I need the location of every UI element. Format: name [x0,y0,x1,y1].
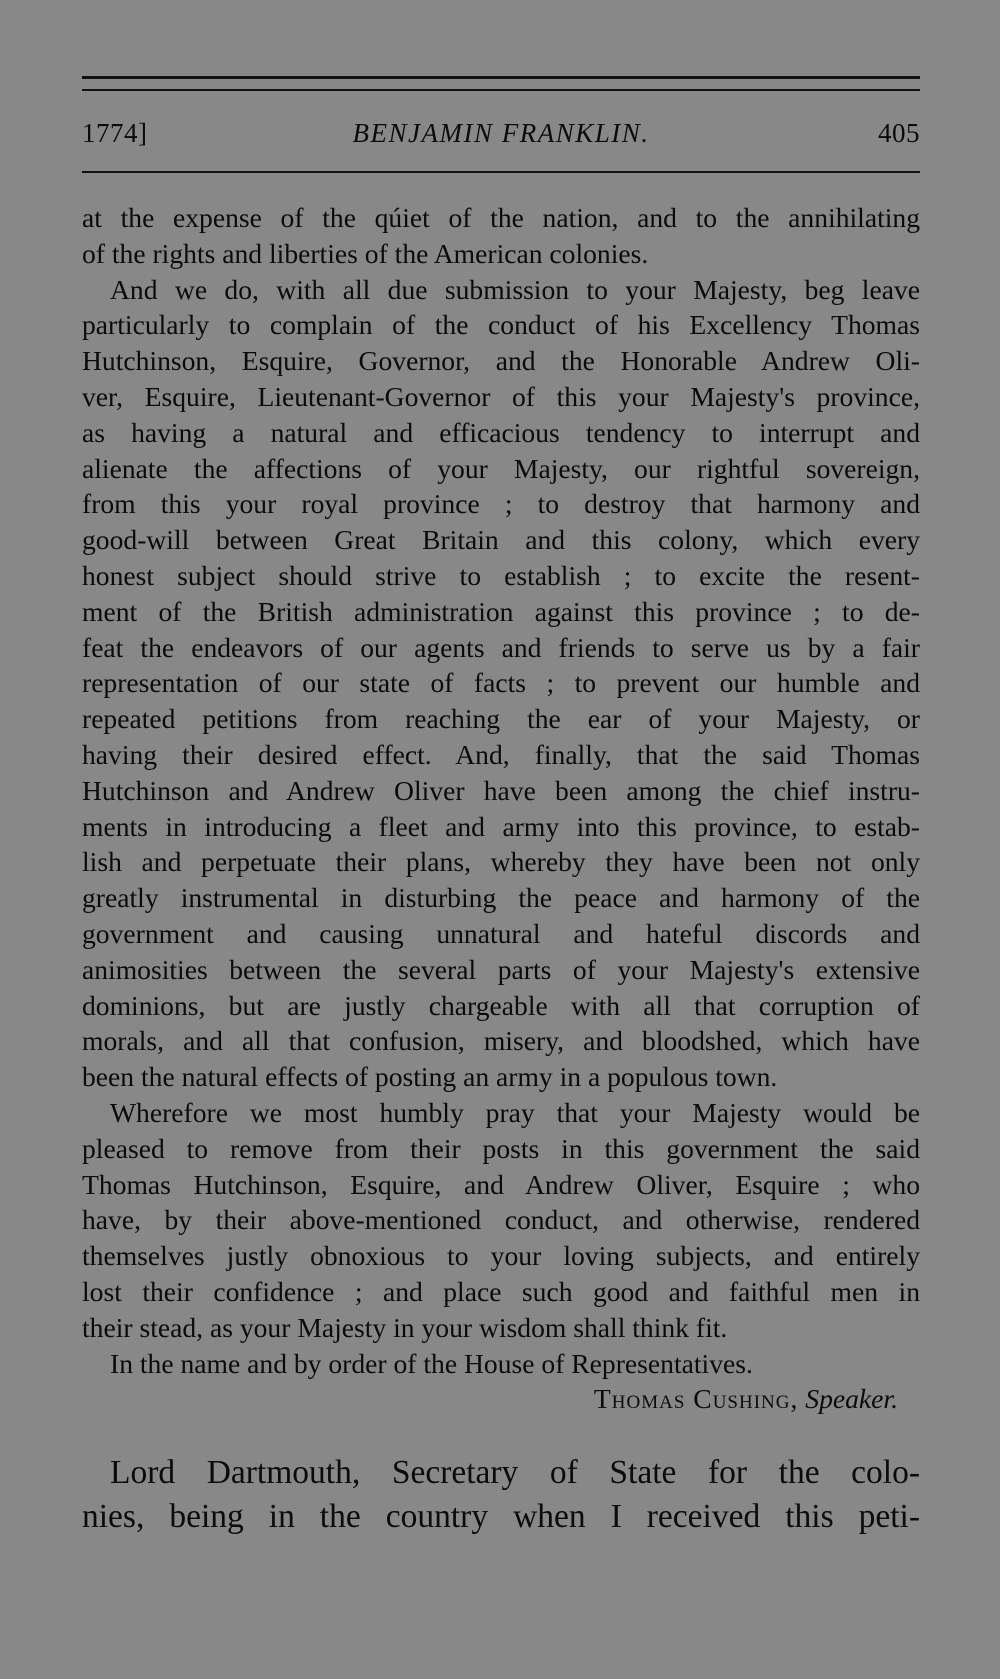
signature-name: Thomas Cushing, [593,1383,799,1415]
text-line: lost their confidence ; and place such good and faithful men in [82,1275,920,1307]
text-line: ver, Esquire, Lieutenant-Governor of this your Majesty's province, [82,380,920,412]
text-line: Thomas Hutchinson, Esquire, and Andrew Oliver, Esquire ; who [82,1168,920,1200]
header-rule [82,171,920,173]
text-line: And we do, with all due submission to your Majesty, beg leave [110,273,920,305]
text-line: Hutchinson, Esquire, Governor, and the Honorable Andrew Oli- [82,345,920,377]
text-line: pleased to remove from their posts in this government the said [82,1132,920,1164]
signature-line [82,1381,920,1417]
text-line: repeated petitions from reaching the ear of your Majesty, or [82,703,920,735]
header-title: BENJAMIN FRANKLIN. [352,118,650,148]
text-line: animosities between the several parts of your Majesty's extensive [82,953,920,985]
text-line: of the rights and liberties of the American colonies. [82,237,649,269]
text-line: Lord Dartmouth, Secretary of State for the colo- [110,1454,920,1491]
page-number: 405 [878,118,920,148]
text-line: from this your royal province ; to destroy that harmony and [82,488,920,520]
text-line: ments in introducing a fleet and army into this province, to estab- [82,810,920,842]
text-line: honest subject should strive to establish ; to excite the resent- [82,559,920,591]
text-line: Hutchinson and Andrew Oliver have been among the chief instru- [82,774,920,806]
text-line: good-will between Great Britain and this colony, which every [82,524,920,556]
header-year: 1774] [82,118,148,148]
text-line: have, by their above-mentioned conduct, and otherwise, rendered [82,1204,920,1236]
body-text [82,200,920,1417]
text-line: feat the endeavors of our agents and friends to serve us by a fair [82,631,920,663]
running-head [82,118,920,158]
signature-role: Speaker. [805,1383,898,1415]
text-line: at the expense of the qúiet of the nation, and to the annihilating [82,202,920,233]
text-line: been the natural effects of posting an army in a populous town. [82,1061,778,1093]
text-line: having their desired effect. And, finally, that the said Thomas [82,738,920,770]
text-line: themselves justly obnoxious to your loving subjects, and entirely [82,1240,920,1272]
text-line: their stead, as your Majesty in your wisdom shall think fit. [82,1311,728,1343]
text-line: Wherefore we most humbly pray that your Majesty would be [110,1096,920,1128]
text-line: alienate the affections of your Majesty, our rightful sovereign, [82,452,920,484]
text-line: nies, being in the country when I received this peti- [82,1498,920,1535]
top-rule-thin [82,89,920,91]
text-line: dominions, but are justly chargeable with all that corruption of [82,989,920,1021]
text-line: as having a natural and efficacious tendency to interrupt and [82,416,920,448]
top-rule [82,76,920,79]
text-line: representation of our state of facts ; to prevent our humble and [82,667,920,699]
text-line: ment of the British administration against this province ; to de- [82,595,920,627]
text-line: particularly to complain of the conduct of his Excellency Thomas [82,309,920,341]
text-line: In the name and by order of the House of Representatives. [110,1347,753,1379]
closing-paragraph [82,1451,920,1539]
text-line: morals, and all that confusion, misery, and bloodshed, which have [82,1025,920,1057]
text-line: government and causing unnatural and hateful discords and [82,917,920,949]
text-line: greatly instrumental in disturbing the peace and harmony of the [82,882,920,914]
text-line: lish and perpetuate their plans, whereby they have been not only [82,846,920,878]
